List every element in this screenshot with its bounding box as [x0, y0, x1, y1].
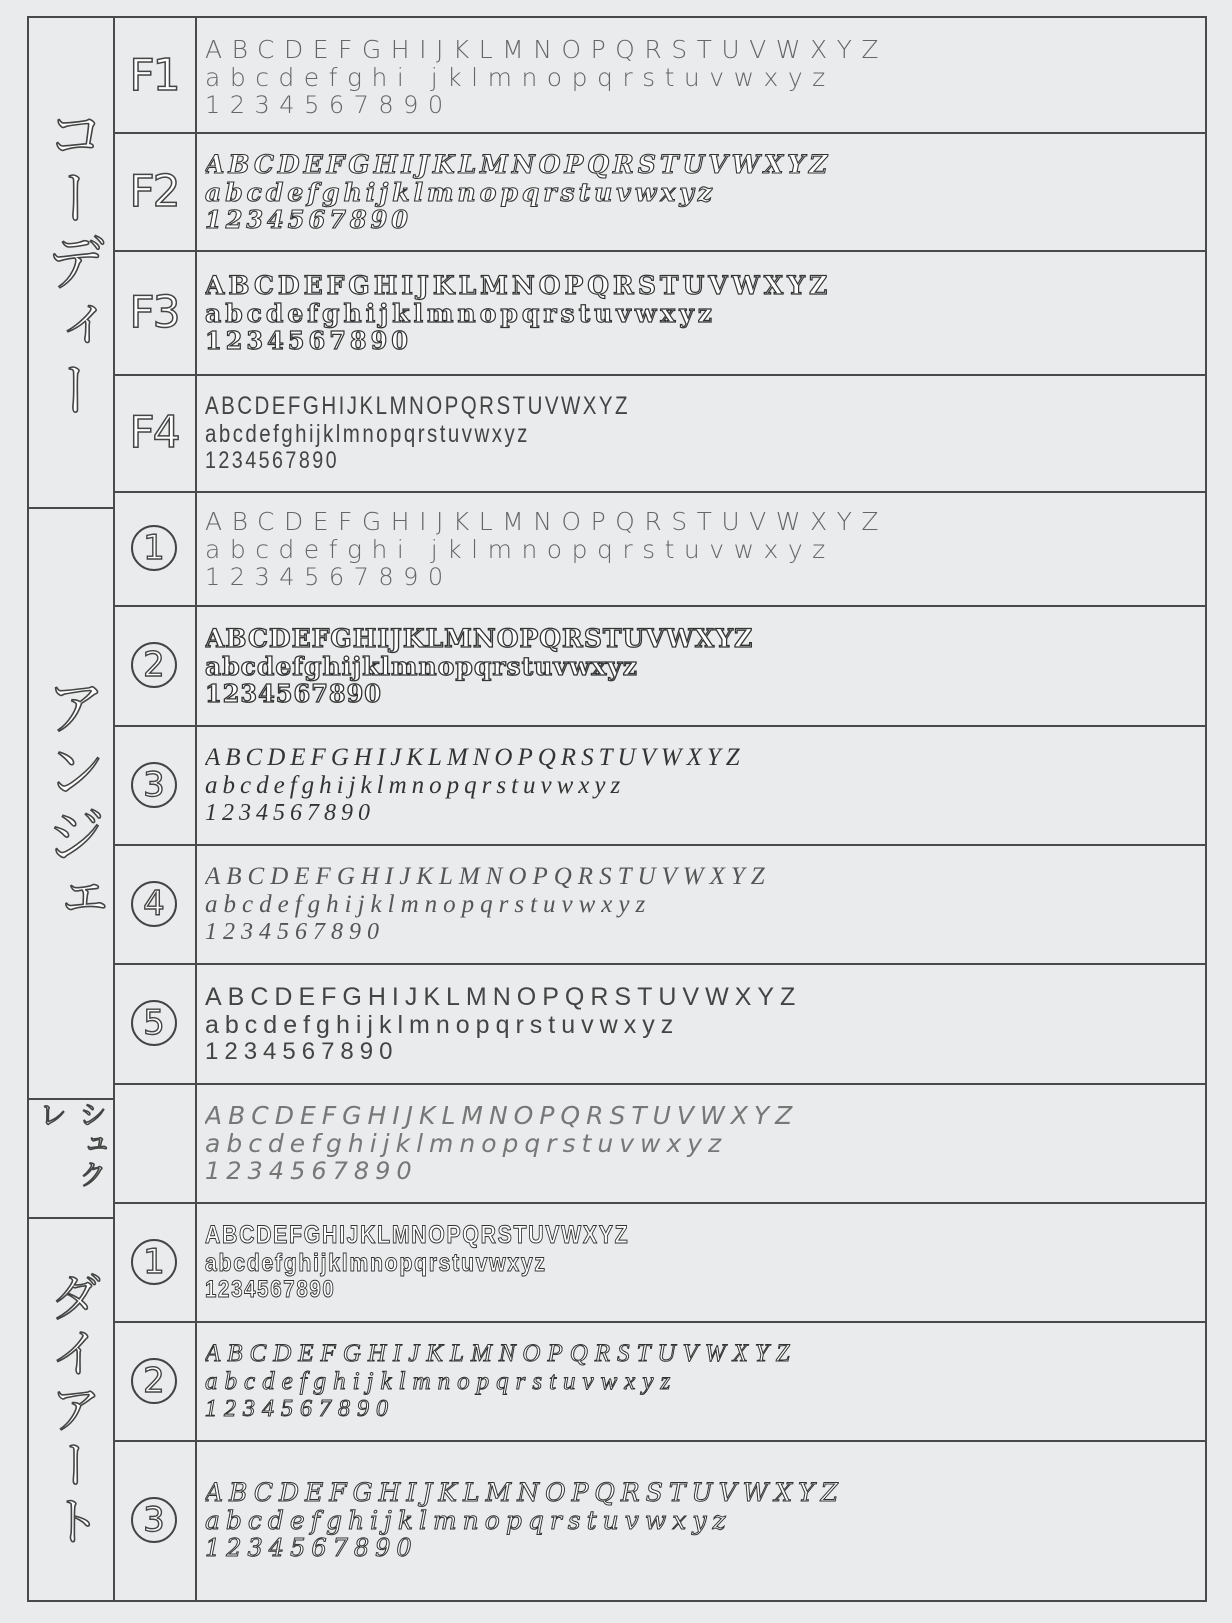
digits-line: 1234567890	[205, 1276, 336, 1304]
row-label-ange-1	[113, 491, 195, 605]
uppercase-line: ABCDEFGHIJKLMNOPQRSTUVWXYZ	[205, 1101, 799, 1131]
circled-number-badge: 3	[131, 1497, 177, 1543]
digits-line: 1234567890	[205, 919, 385, 946]
group-label: コーディー	[36, 102, 106, 423]
font-sample-sucre	[205, 1087, 1185, 1200]
circled-number-badge: 1	[131, 1239, 177, 1285]
row-label-ange-5	[113, 963, 195, 1083]
font-sample-ange-1	[205, 495, 1185, 603]
digits-line: 1234567890	[205, 800, 375, 827]
row-label-diart-3	[113, 1440, 195, 1600]
digits-line: 1234567890	[205, 1037, 399, 1065]
row-divider	[113, 374, 1205, 376]
digits-line: 1234567890	[205, 1533, 418, 1562]
lowercase-line: abcdefghijklmnopqrstuvwxyz	[205, 891, 652, 919]
uppercase-line: ABCDEFGHIJKLMNOPQRSTUVWXYZ	[205, 1340, 797, 1368]
row-divider	[113, 132, 1205, 134]
group-label: シュクレ	[35, 1100, 108, 1190]
row-label-ange-3	[113, 725, 195, 844]
font-sample-ange-4	[205, 848, 1185, 961]
font-sample-ange-2	[205, 609, 1185, 723]
uppercase-line: ABCDEFGHIJKLMNOPQRSTUVWXYZ	[205, 149, 832, 179]
row-divider	[113, 1440, 1205, 1442]
row-divider	[113, 1083, 1205, 1085]
lowercase-line: abcdefghijklmnopqrstuvwxyz	[205, 420, 530, 449]
uppercase-line: ABCDEFGHIJKLMNOPQRSTUVWXYZ	[205, 392, 631, 421]
font-id: F2	[129, 165, 179, 217]
font-sample-f4	[205, 378, 1185, 489]
uppercase-line: ABCDEFGHIJKLMNOPQRSTUVWXYZ	[205, 506, 889, 536]
row-divider	[113, 844, 1205, 846]
row-label-diart-2	[113, 1321, 195, 1440]
row-label-f4	[113, 374, 195, 491]
font-sample-ange-3	[205, 729, 1185, 842]
uppercase-line: ABCDEFGHIJKLMNOPQRSTUVWXYZ	[205, 1477, 845, 1507]
row-divider	[113, 491, 1205, 493]
digits-line: 1234567890	[205, 325, 412, 355]
row-divider	[113, 963, 1205, 965]
uppercase-line: ABCDEFGHIJKLMNOPQRSTUVWXYZ	[205, 623, 754, 653]
digits-line: 1234567890	[205, 562, 453, 591]
row-divider	[113, 250, 1205, 252]
lowercase-line: abcdefghijklmnopqrstuvwxyz	[205, 177, 716, 207]
lowercase-line: abcdefghijklmnopqrstuvwxyz	[205, 651, 638, 681]
font-sample-diart-1	[205, 1206, 1185, 1319]
row-label-ange-2	[113, 605, 195, 725]
uppercase-line: ABCDEFGHIJKLMNOPQRSTUVWXYZ	[205, 1221, 630, 1250]
circled-number-badge: 5	[131, 1000, 177, 1046]
font-sample-sheet	[27, 16, 1207, 1602]
row-label-f1	[113, 18, 195, 132]
circled-number-badge: 3	[131, 762, 177, 808]
group-sucre	[29, 1100, 113, 1219]
font-sample-diart-2	[205, 1325, 1185, 1438]
row-divider	[113, 605, 1205, 607]
font-sample-diart-3	[205, 1444, 1185, 1596]
digits-line: 1234567890	[205, 90, 453, 119]
digits-line: 1234567890	[205, 1157, 418, 1186]
uppercase-line: ABCDEFGHIJKLMNOPQRSTUVWXYZ	[205, 982, 802, 1011]
font-sample-f3	[205, 254, 1185, 372]
row-divider	[113, 725, 1205, 727]
row-label-f2	[113, 132, 195, 250]
font-sample-f2	[205, 136, 1185, 248]
lowercase-line: abcdefghijklmnopqrstuvwxyz	[205, 1010, 680, 1039]
lowercase-line: abcdefghijklmnopqrstuvwxyz	[205, 772, 626, 800]
circled-number-badge: 4	[131, 881, 177, 927]
uppercase-line: ABCDEFGHIJKLMNOPQRSTUVWXYZ	[205, 34, 889, 64]
row-divider	[113, 1202, 1205, 1204]
font-id: F3	[129, 286, 179, 338]
lowercase-line: abcdefghi jklmnopqrstuvwxyz	[205, 62, 835, 92]
lowercase-line: abcdefghi jklmnopqrstuvwxyz	[205, 534, 835, 564]
font-id: F4	[129, 407, 179, 458]
digits-line: 1234567890	[205, 204, 412, 234]
circled-number-badge: 2	[131, 1358, 177, 1404]
row-label-f3	[113, 250, 195, 374]
digits-line: 1234567890	[205, 447, 340, 475]
group-label: アンジェ	[36, 675, 106, 932]
lowercase-line: abcdefghijklmnopqrstuvwxyz	[205, 1368, 678, 1396]
uppercase-line: ABCDEFGHIJKLMNOPQRSTUVWXYZ	[205, 863, 771, 891]
lowercase-line: abcdefghijklmnopqrstuvwxyz	[205, 298, 716, 328]
font-sample-f1	[205, 24, 1185, 130]
uppercase-line: ABCDEFGHIJKLMNOPQRSTUVWXYZ	[205, 744, 745, 772]
circled-number-badge: 2	[131, 642, 177, 688]
group-diart	[29, 1219, 113, 1600]
uppercase-line: ABCDEFGHIJKLMNOPQRSTUVWXYZ	[205, 270, 832, 300]
lowercase-line: abcdefghijklmnopqrstuvwxyz	[205, 1249, 547, 1278]
lowercase-line: abcdefghijklmnopqrstuvwxyz	[205, 1129, 728, 1159]
group-cody	[29, 18, 113, 509]
digits-line: 1234567890	[205, 678, 382, 708]
row-label-sucre	[113, 1083, 195, 1202]
row-divider	[113, 1321, 1205, 1323]
circled-number-badge: 1	[131, 525, 177, 571]
font-id: F1	[129, 49, 179, 101]
label-column-divider	[195, 18, 197, 1600]
group-label: ダイアート	[40, 1269, 101, 1550]
row-label-diart-1	[113, 1202, 195, 1321]
lowercase-line: abcdefghijklmnopqrstuvwxyz	[205, 1505, 732, 1535]
row-label-ange-4	[113, 844, 195, 963]
digits-line: 1234567890	[205, 1396, 395, 1423]
group-ange	[29, 509, 113, 1100]
font-sample-ange-5	[205, 967, 1185, 1081]
